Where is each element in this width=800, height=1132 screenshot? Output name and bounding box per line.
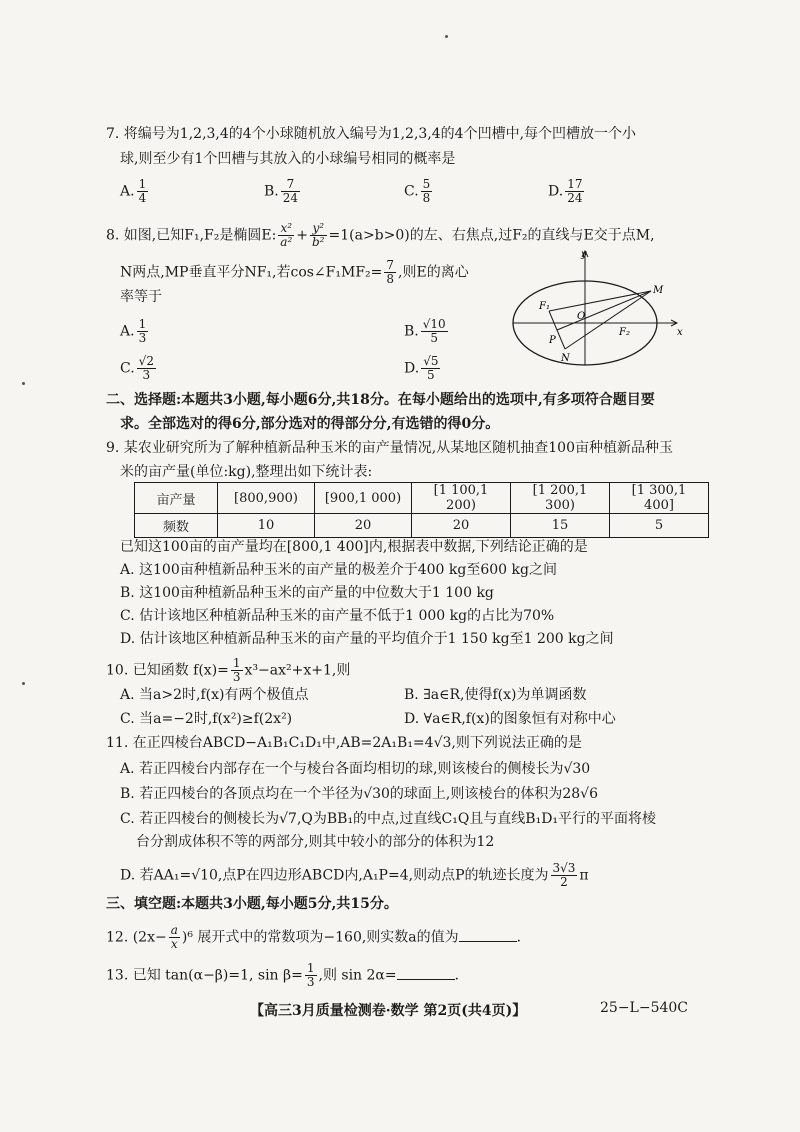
q8-stem-line1: 8. 如图,已知F₁,F₂是椭圆E: $\frac{\text{x²}}{\text{a²}}$ + $\frac{\text{y²}}{\text{b²}}$ =1(a>b>0)的左、右焦点,过F₂的直线与E交于点M, bbox=[106, 221, 655, 249]
table-cell: 20 bbox=[315, 514, 412, 538]
table-cell: [1 200,1 300) bbox=[511, 483, 610, 514]
q7-option-c: C. $\frac{5}{8}$ bbox=[404, 177, 431, 205]
q12-stem: 12. (2x− $\frac{a}{x}$ )⁶ 展开式中的常数项为−160,则实数a的值为 . bbox=[106, 923, 522, 951]
q11-option-d: D. 若AA₁=√10,点P在四边形ABCD内,A₁P=4,则动点P的轨迹长度为 $\frac{3√3}{2}$ π bbox=[120, 861, 589, 889]
q13-answer-blank[interactable] bbox=[397, 965, 455, 980]
q13-stem: 13. 已知 tan(α−β)=1, sin β= $\frac{1}{3}$ ,则 sin 2α= . bbox=[106, 961, 460, 989]
section-2-line2: 求。全部选对的得6分,部分选对的得部分分,有选错的得0分。 bbox=[120, 416, 500, 432]
q8-option-c: C. $\frac{√2}{3}$ bbox=[120, 354, 154, 382]
q10-option-b: B. ∃a∈R,使得f(x)为单调函数 bbox=[404, 687, 587, 703]
table-cell: [1 100,1 200) bbox=[412, 483, 511, 514]
segment-p-m bbox=[557, 291, 651, 330]
q10-option-d: D. ∀a∈R,f(x)的图象恒有对称中心 bbox=[404, 711, 616, 727]
q8-option-a: A. $\frac{1}{3}$ bbox=[120, 317, 147, 345]
q7-option-b: B. $\frac{7}{24}$ bbox=[264, 177, 299, 205]
q9-option-c: C. 估计该地区种植新品种玉米的亩产量不低于1 000 kg的占比为70% bbox=[120, 608, 555, 624]
q10-stem: 10. 已知函数 f(x)= $\frac{1}{3}$ x³−ax²+x+1,则 bbox=[106, 656, 351, 684]
scan-speck bbox=[445, 35, 448, 38]
q11-option-c-line1: C. 若正四棱台的侧棱长为√7,Q为BB₁的中点,过直线C₁Q且与直线B₁D₁平行的平面将棱 bbox=[120, 811, 657, 827]
scan-speck bbox=[22, 682, 25, 685]
section-3-heading: 三、填空题:本题共3小题,每小题5分,共15分。 bbox=[106, 896, 398, 912]
label-p: P bbox=[549, 335, 556, 346]
q9-after-table: 已知这100亩的亩产量均在[800,1 400]内,根据表中数据,下列结论正确的是 bbox=[120, 539, 588, 555]
table-cell: [900,1 000) bbox=[315, 483, 412, 514]
table-row-header bbox=[135, 483, 709, 514]
q8-option-b: B. $\frac{√10}{5}$ bbox=[404, 317, 446, 345]
q9-stem-line2: 米的亩产量(单位:kg),整理出如下统计表: bbox=[120, 464, 373, 480]
q10-option-a: A. 当a>2时,f(x)有两个极值点 bbox=[120, 687, 309, 703]
label-m: M bbox=[653, 285, 664, 296]
label-f2: F₂ bbox=[619, 327, 630, 338]
scan-speck bbox=[22, 382, 25, 385]
label-f1: F₁ bbox=[539, 301, 550, 312]
q8-option-d: D. $\frac{√5}{5}$ bbox=[404, 354, 439, 382]
table-cell: 5 bbox=[610, 514, 709, 538]
q9-stem-line1: 9. 某农业研究所为了解种植新品种玉米的亩产量情况,从某地区随机抽查100亩种植新品种玉 bbox=[106, 440, 673, 456]
q7-stem-line1: 7. 将编号为1,2,3,4的4个小球随机放入编号为1,2,3,4的4个凹槽中,每个凹槽放一个小 bbox=[106, 126, 637, 142]
q7-option-d: D. $\frac{17}{24}$ bbox=[548, 177, 583, 205]
label-o: O bbox=[577, 311, 586, 322]
q11-option-b: B. 若正四棱台的各顶点均在一个半径为√30的球面上,则该棱台的体积为28√6 bbox=[120, 786, 599, 802]
q11-stem: 11. 在正四棱台ABCD−A₁B₁C₁D₁中,AB=2A₁B₁=4√3,则下列说法正确的是 bbox=[106, 735, 582, 751]
q9-option-a: A. 这100亩种植新品种玉米的亩产量的极差介于400 kg至600 kg之间 bbox=[120, 562, 557, 578]
label-n: N bbox=[561, 353, 570, 364]
q9-option-d: D. 估计该地区种植新品种玉米的亩产量的平均值介于1 150 kg至1 200 kg之间 bbox=[120, 631, 614, 647]
q10-option-c: C. 当a=−2时,f(x²)≥f(2x²) bbox=[120, 711, 293, 727]
table-cell: 15 bbox=[511, 514, 610, 538]
table-cell: 频数 bbox=[135, 514, 218, 538]
q8-stem-line3: 率等于 bbox=[120, 289, 162, 305]
footer-title: 【高三3月质量检测卷·数学 第2页(共4页)】 bbox=[250, 1003, 527, 1019]
label-y: y bbox=[581, 249, 587, 260]
label-x: x bbox=[677, 327, 683, 338]
table-cell: [800,900) bbox=[218, 483, 315, 514]
q7-option-a: A. $\frac{1}{4}$ bbox=[120, 177, 147, 205]
table-cell: 10 bbox=[218, 514, 315, 538]
yield-table bbox=[134, 482, 709, 538]
q11-option-a: A. 若正四棱台内部存在一个与棱台各面均相切的球,则该棱台的侧棱长为√30 bbox=[120, 761, 591, 777]
q9-option-b: B. 这100亩种植新品种玉米的亩产量的中位数大于1 100 kg bbox=[120, 585, 494, 601]
table-cell: 亩产量 bbox=[135, 483, 218, 514]
table-cell: 20 bbox=[412, 514, 511, 538]
q12-answer-blank[interactable] bbox=[459, 927, 517, 942]
section-2-line1: 二、选择题:本题共3小题,每小题6分,共18分。在每小题给出的选项中,有多项符合题目要 bbox=[106, 392, 655, 408]
table-row-values bbox=[135, 514, 709, 538]
q11-option-c-line2: 台分割成体积不等的两部分,则其中较小的部分的体积为12 bbox=[136, 834, 495, 850]
ellipse-figure bbox=[505, 245, 685, 370]
q8-stem-line2: N两点,MP垂直平分NF₁,若cos∠F₁MF₂= $\frac{7}{8}$ ,则E的离心 bbox=[120, 258, 469, 286]
footer-code: 25−L−540C bbox=[600, 1000, 689, 1016]
table-cell: [1 300,1 400] bbox=[610, 483, 709, 514]
q7-stem-line2: 球,则至少有1个凹槽与其放入的小球编号相同的概率是 bbox=[120, 151, 456, 167]
